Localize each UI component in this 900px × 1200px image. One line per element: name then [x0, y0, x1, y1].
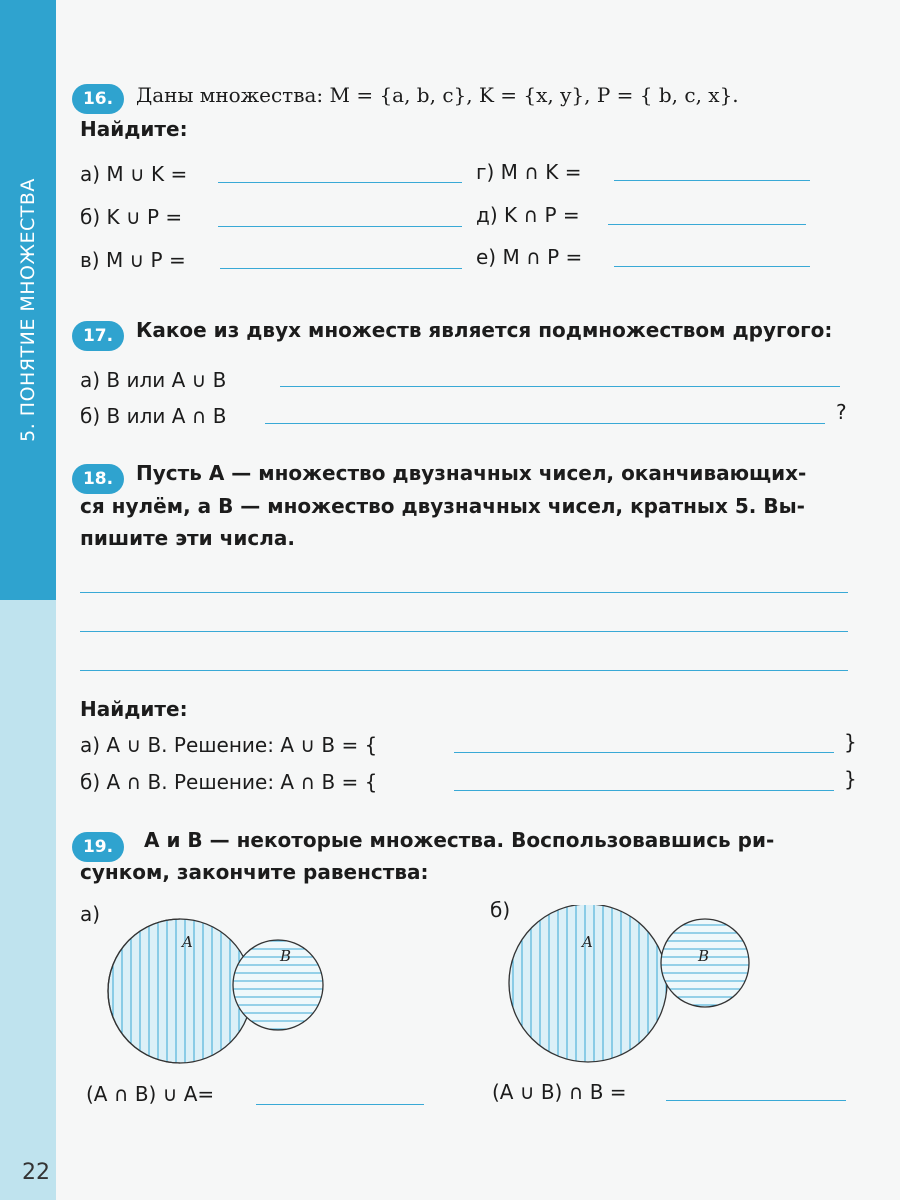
task-18-item-b: б) A ∩ B. Решение: A ∩ B = {: [80, 770, 378, 794]
circle-a: [509, 905, 667, 1062]
task-18-line-3: пишите эти числа.: [80, 526, 295, 550]
answer-line-19a[interactable]: [256, 1104, 424, 1105]
answer-line-16a[interactable]: [218, 182, 462, 183]
page-number: 22: [22, 1160, 50, 1185]
task-16-item-d: г) M ∩ K =: [476, 160, 582, 184]
task-18-prompt: Найдите:: [80, 697, 188, 721]
task-19-line-1: А и В — некоторые множества. Воспользовавшись ри-: [144, 828, 775, 852]
task-17-item-b: б) B или A ∩ B: [80, 404, 227, 428]
task-18-item-a: а) A ∪ B. Решение: A ∪ B = {: [80, 733, 378, 757]
figure-b-label: б): [490, 898, 511, 922]
task-16-number: 16.: [72, 84, 124, 114]
set-a-label: A: [582, 933, 593, 951]
circle-a: [108, 919, 252, 1063]
chapter-sidebar: [0, 0, 56, 1200]
task-19-line-2: сунком, закончите равенства:: [80, 860, 429, 884]
answer-line-16e[interactable]: [608, 224, 806, 225]
equation-b: (A ∪ B) ∩ B =: [492, 1080, 627, 1104]
answer-line-18-2[interactable]: [80, 631, 848, 632]
set-a-label: A: [182, 933, 193, 951]
chapter-title: 5. ПОНЯТИЕ МНОЖЕСТВА: [17, 178, 39, 442]
answer-line-17b[interactable]: [265, 423, 825, 424]
task-16-item-a: а) M ∪ K =: [80, 162, 188, 186]
answer-line-16f[interactable]: [614, 266, 810, 267]
venn-diagram-b: [500, 905, 790, 1085]
task-16-item-e: д) K ∩ P =: [476, 203, 580, 227]
answer-line-18b[interactable]: [454, 790, 834, 791]
question-mark: ?: [836, 400, 847, 424]
worksheet: [80, 0, 880, 1200]
task-16-item-b: б) K ∪ P =: [80, 205, 183, 229]
equation-a: (A ∩ B) ∪ A=: [86, 1082, 215, 1106]
circle-b: [233, 940, 323, 1030]
answer-line-18a[interactable]: [454, 752, 834, 753]
task-17-statement: Какое из двух множеств является подмножеством другого:: [136, 318, 833, 342]
answer-line-16c[interactable]: [220, 268, 462, 269]
answer-line-16b[interactable]: [218, 226, 462, 227]
figure-a-label: а): [80, 902, 101, 926]
close-brace-a: }: [844, 730, 857, 754]
task-16-prompt: Найдите:: [80, 117, 188, 141]
task-17-item-a: а) B или A ∪ B: [80, 368, 227, 392]
answer-line-17a[interactable]: [280, 386, 840, 387]
task-18-line-1: Пусть A — множество двузначных чисел, оканчивающих-: [136, 461, 807, 485]
answer-line-18-1[interactable]: [80, 592, 848, 593]
task-16-statement: Даны множества: M = {a, b, c}, K = {x, y}, P = { b, c, x}.: [136, 83, 739, 107]
task-18-line-2: ся нулём, а B — множество двузначных чисел, кратных 5. Вы-: [80, 494, 805, 518]
task-16-item-c: в) M ∪ P =: [80, 248, 186, 272]
task-19-number: 19.: [72, 832, 124, 862]
venn-diagram-a: [100, 905, 380, 1085]
answer-line-18-3[interactable]: [80, 670, 848, 671]
close-brace-b: }: [844, 767, 857, 791]
task-16-item-f: е) M ∩ P =: [476, 245, 583, 269]
task-17-number: 17.: [72, 321, 124, 351]
answer-line-16d[interactable]: [614, 180, 810, 181]
task-18-number: 18.: [72, 464, 124, 494]
set-b-label: B: [698, 947, 710, 965]
answer-line-19b[interactable]: [666, 1100, 846, 1101]
set-b-label: B: [280, 947, 292, 965]
